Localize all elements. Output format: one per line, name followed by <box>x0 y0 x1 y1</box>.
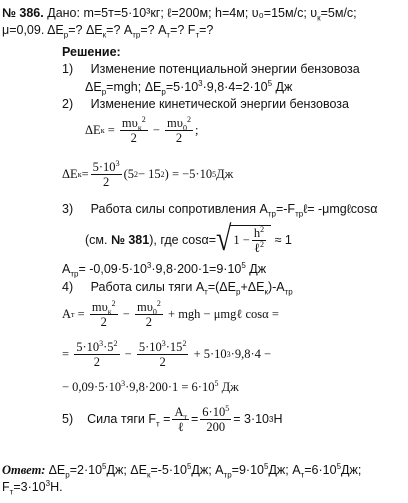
step-1-number: 1) <box>62 62 74 76</box>
given-line-2: μ=0,09. $\Delta E_р=$? $\Delta E_к=$? $A_{тр}=$? $A_т=$? $F_т=$? <box>2 23 214 40</box>
step-2 <box>62 97 349 112</box>
traction-work-formula: A т = $\frac{m\upsilon_к^2}{2}$ − $\frac{m\upsilon_0^2}{2}$ + mgh − μmgℓ cosα = <box>62 298 279 329</box>
traction-work-calc-2: − $0,09\cdot 5\cdot 10^3\cdot 9,8\cdot 200\cdot 1 = 6\cdot 10^5$ Дж <box>62 378 239 394</box>
given-line-1: Дано: m=5т=5·10³кг; ℓ=200м; h=4м; υ₀=15м/с; $\upsilon_к=5м/с$; <box>47 6 357 23</box>
step-3-ref-text: (см. № 381), где cosα= <box>85 232 217 247</box>
step-1 <box>62 62 360 77</box>
step-1-text: Изменение потенциальной энергии бензовоза <box>90 62 360 76</box>
answer-label: Ответ: <box>2 463 46 477</box>
step-4-number: 4) <box>62 280 74 294</box>
step-3-number: 3) <box>62 202 74 216</box>
answer-line-2: $F_т=3\cdot 10^3Н$. <box>2 478 63 497</box>
step-3-text: Работа силы сопротивления $A_{тр}=-F_{тр}\ell=$ -μmgℓcosα <box>90 202 378 219</box>
problem-number: № 386. <box>2 6 44 20</box>
step-1-formula: $\Delta E_р=mgh$; $\Delta E_р=5\cdot 10^3\cdot 9,8\cdot 4=2\cdot 10^5$ Дж <box>85 78 293 97</box>
step-5-number: 5) <box>62 412 74 426</box>
traction-work-calc-1: = $\frac{5\cdot 10^3\cdot 5^2}{2}$ − $\frac{5\cdot 10^3\cdot 15^2}{2}$ + 5·10 3 ·9,8·4 − <box>62 338 272 369</box>
problem-header <box>2 6 357 21</box>
step-2-number: 2) <box>62 97 74 111</box>
step-5: 5) Сила тяги $F_т$ = $\frac{A_т}{\text{ℓ}}$ = $\frac{6\cdot 10^5}{200}$ = 3·10 3 Н <box>62 403 283 434</box>
step-5-text: Сила тяги $F_т$ = <box>87 412 171 429</box>
step-4-text: Работа силы тяги $A_т=(\Delta E_р+\Delta E_к)-A_{тр}$ <box>90 280 293 297</box>
step-2-text: Изменение кинетической энергии бензовоза <box>90 97 349 111</box>
kinetic-energy-formula: ΔE к = $\frac{m\upsilon_к^2}{2}$ − $\frac{m\upsilon_0^2}{2}$ ; <box>85 114 199 145</box>
kinetic-energy-calc: ΔE к = $\frac{5\cdot 10^3}{2}$ (5 2 − 15 2 ) = −5·10 5 Дж <box>62 158 234 189</box>
step-3-result: $A_{тр}= -0,09\cdot 5\cdot 10^3\cdot 9,8\cdot 200\cdot 1=9\cdot 10^5$ Дж <box>62 260 267 279</box>
answer-line-1 <box>2 463 361 478</box>
step-3-reference: (см. № 381), где cosα= √ 1 − $\frac{h^2}{\ell^2}$ ≈ 1 <box>85 220 292 259</box>
solution-heading: Решение: <box>62 45 121 59</box>
answer-text-1: $\Delta E_р=2\cdot 10^5Дж$; $\Delta E_к=-5\cdot 10^5Дж$; $A_{тр}=9\cdot 10^5Дж$; $A_т=6\cdot 10^5Дж$; <box>48 461 362 480</box>
step-4 <box>62 280 293 295</box>
step-3 <box>62 202 377 217</box>
